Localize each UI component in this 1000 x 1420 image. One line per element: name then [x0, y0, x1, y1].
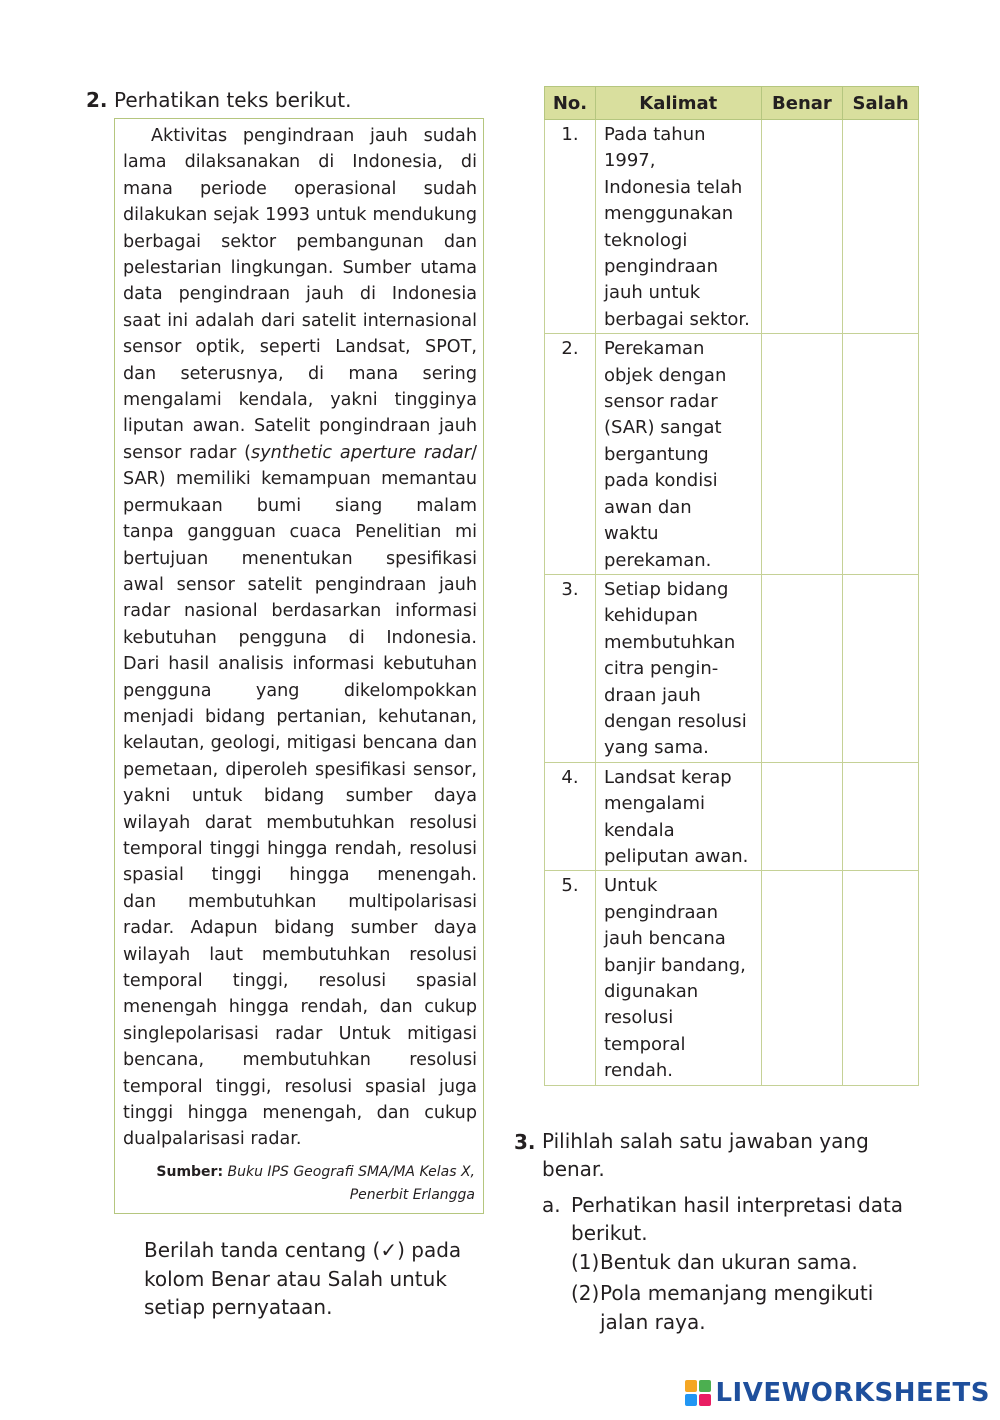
passage-line: yakni untuk bidang sumber daya: [123, 786, 477, 807]
option-2-label: (2): [571, 1281, 600, 1305]
table-row: [545, 574, 919, 762]
liveworksheets-watermark: [685, 1378, 990, 1408]
passage-line: sensor radar (synthetic aperture radar/: [123, 442, 477, 463]
passage-line: wilayah darat membutuhkan resolusi: [123, 812, 477, 833]
header-no: No.: [545, 87, 596, 120]
passage-line: SAR) memiliki kemampuan memantau: [123, 469, 477, 490]
benar-checkbox-cell[interactable]: [761, 871, 843, 1085]
salah-checkbox-cell[interactable]: [843, 334, 919, 575]
passage-line: data pengindraan jauh di Indonesia: [123, 284, 477, 305]
passage-line: radar nasional berdasarkan informasi: [123, 601, 477, 622]
question-3-number: 3.: [514, 1130, 536, 1154]
passage-line: radar. Adapun bidang sumber daya: [123, 918, 477, 939]
passage-line: spasial tinggi hingga menengah.: [123, 865, 477, 886]
passage-line: mengalami kendala, yakni tingginya: [123, 390, 477, 411]
passage-line: Dari hasil analisis informasi kebutuhan: [123, 654, 477, 675]
header-salah: Salah: [843, 87, 919, 120]
row-statement: Setiap bidang kehidupan membutuhkan citra pengin- draan jauh dengan resolusi yang sama.: [595, 574, 761, 762]
benar-checkbox-cell[interactable]: [761, 120, 843, 334]
passage-box: [114, 118, 484, 1214]
passage-line: dan seterusnya, di mana sering: [123, 363, 477, 384]
row-statement: Landsat kerap mengalami kendala peliputan awan.: [595, 762, 761, 871]
passage-line: saat ini adalah dari satelit internasional: [123, 310, 477, 331]
true-false-table: [544, 86, 919, 1086]
option-1-label: (1): [571, 1250, 600, 1274]
row-statement: Pada tahun 1997, Indonesia telah menggunakan teknologi pengindraan jauh untuk berbagai sektor.: [595, 120, 761, 334]
passage-line: bencana, membutuhkan resolusi: [123, 1050, 477, 1071]
passage-line: dan membutuhkan multipolarisasi: [123, 891, 477, 912]
row-number: 3.: [545, 574, 596, 762]
passage-line: bertujuan menentukan spesifikasi: [123, 548, 477, 569]
benar-checkbox-cell[interactable]: [761, 574, 843, 762]
liveworksheets-wordmark: LIVEWORKSHEETS: [715, 1378, 990, 1408]
item-a-line2: berikut.: [571, 1221, 648, 1245]
option-2-line2: jalan raya.: [600, 1310, 706, 1334]
row-number: 2.: [545, 334, 596, 575]
passage-line: liputan awan. Satelit pongindraan jauh: [123, 416, 477, 437]
instruction-line: kolom Benar atau Salah untuk: [144, 1266, 447, 1291]
salah-checkbox-cell[interactable]: [843, 871, 919, 1085]
option-1-text: Bentuk dan ukuran sama.: [600, 1250, 858, 1274]
logo-square-4: [699, 1394, 711, 1406]
table-row: [545, 871, 919, 1085]
table-body: [545, 120, 919, 1086]
table-row: [545, 762, 919, 871]
passage-line: pengguna yang dikelompokkan: [123, 680, 477, 701]
row-statement: Perekaman objek dengan sensor radar (SAR) sangat bergantung pada kondisi awan dan waktu perekaman.: [595, 334, 761, 575]
passage-line: menjadi bidang pertanian, kehutanan,: [123, 706, 477, 727]
question-2-intro: Perhatikan teks berikut.: [114, 88, 352, 112]
table-row: [545, 120, 919, 334]
passage-line: singlepolarisasi radar Untuk mitigasi: [123, 1023, 477, 1044]
instruction-line: setiap pernyataan.: [144, 1295, 333, 1319]
logo-square-3: [685, 1394, 697, 1406]
passage-line: temporal tinggi, resolusi spasial juga: [123, 1076, 477, 1097]
passage-line: pemetaan, diperoleh spesifikasi sensor,: [123, 759, 477, 780]
source-label: Sumber:: [156, 1163, 224, 1180]
question-2-number: 2.: [86, 88, 108, 112]
passage-line: lama dilaksanakan di Indonesia, di: [123, 152, 477, 173]
header-kalimat: Kalimat: [595, 87, 761, 120]
passage-line: wilayah laut membutuhkan resolusi: [123, 944, 477, 965]
passage-line: awal sensor satelit pengindraan jauh: [123, 574, 477, 595]
passage-source: [135, 1161, 475, 1207]
benar-checkbox-cell[interactable]: [761, 762, 843, 871]
option-2-line1: Pola memanjang mengikuti: [600, 1281, 874, 1305]
source-publisher: Penerbit Erlangga: [349, 1186, 475, 1203]
salah-checkbox-cell[interactable]: [843, 574, 919, 762]
passage-line: sensor optik, seperti Landsat, SPOT,: [123, 337, 477, 358]
passage-line: permukaan bumi siang malam: [123, 495, 477, 516]
passage-line: temporal tinggi hingga rendah, resolusi: [123, 838, 477, 859]
benar-checkbox-cell[interactable]: [761, 334, 843, 575]
item-a-label: a.: [542, 1193, 561, 1217]
passage-line: pelestarian lingkungan. Sumber utama: [123, 258, 477, 279]
row-number: 1.: [545, 120, 596, 334]
row-number: 5.: [545, 871, 596, 1085]
passage-line: mana periode operasional sudah: [123, 178, 477, 199]
logo-square-2: [699, 1380, 711, 1392]
question-3-prompt-line1: Pilihlah salah satu jawaban yang: [542, 1129, 869, 1153]
question-2-instruction: [144, 1236, 461, 1322]
passage-line: temporal tinggi, resolusi spasial: [123, 971, 477, 991]
passage-line: kebutuhan pengguna di Indonesia.: [123, 627, 477, 648]
passage-line: tanpa gangguan cuaca Penelitian mi: [123, 522, 477, 543]
passage-line: dilakukan sejak 1993 untuk mendukung: [123, 205, 477, 226]
salah-checkbox-cell[interactable]: [843, 762, 919, 871]
question-3-prompt-line2: benar.: [542, 1157, 605, 1181]
header-benar: Benar: [761, 87, 843, 120]
salah-checkbox-cell[interactable]: [843, 120, 919, 334]
row-statement: Untuk pengindraan jauh bencana banjir bandang, digunakan resolusi temporal rendah.: [595, 871, 761, 1085]
liveworksheets-logo-icon: [685, 1380, 711, 1406]
logo-square-1: [685, 1380, 697, 1392]
passage-line: tinggi hingga menengah, dan cukup: [123, 1103, 477, 1124]
instruction-line: Berilah tanda centang (✓) pada: [144, 1238, 462, 1262]
passage-line: kelautan, geologi, mitigasi bencana dan: [123, 733, 477, 754]
passage-line: menengah hingga rendah, dan cukup: [123, 997, 477, 1018]
source-title: Buku IPS Geografi SMA/MA Kelas X,: [227, 1163, 475, 1180]
table-header-row: [545, 87, 919, 120]
passage-line: dualpalarisasi radar.: [123, 1129, 302, 1150]
passage-text: [123, 123, 477, 1153]
table-row: [545, 334, 919, 575]
passage-line: berbagai sektor pembangunan dan: [123, 231, 477, 252]
item-a-line1: Perhatikan hasil interpretasi data: [571, 1193, 904, 1217]
passage-line: Aktivitas pengindraan jauh sudah: [151, 126, 477, 146]
row-number: 4.: [545, 762, 596, 871]
